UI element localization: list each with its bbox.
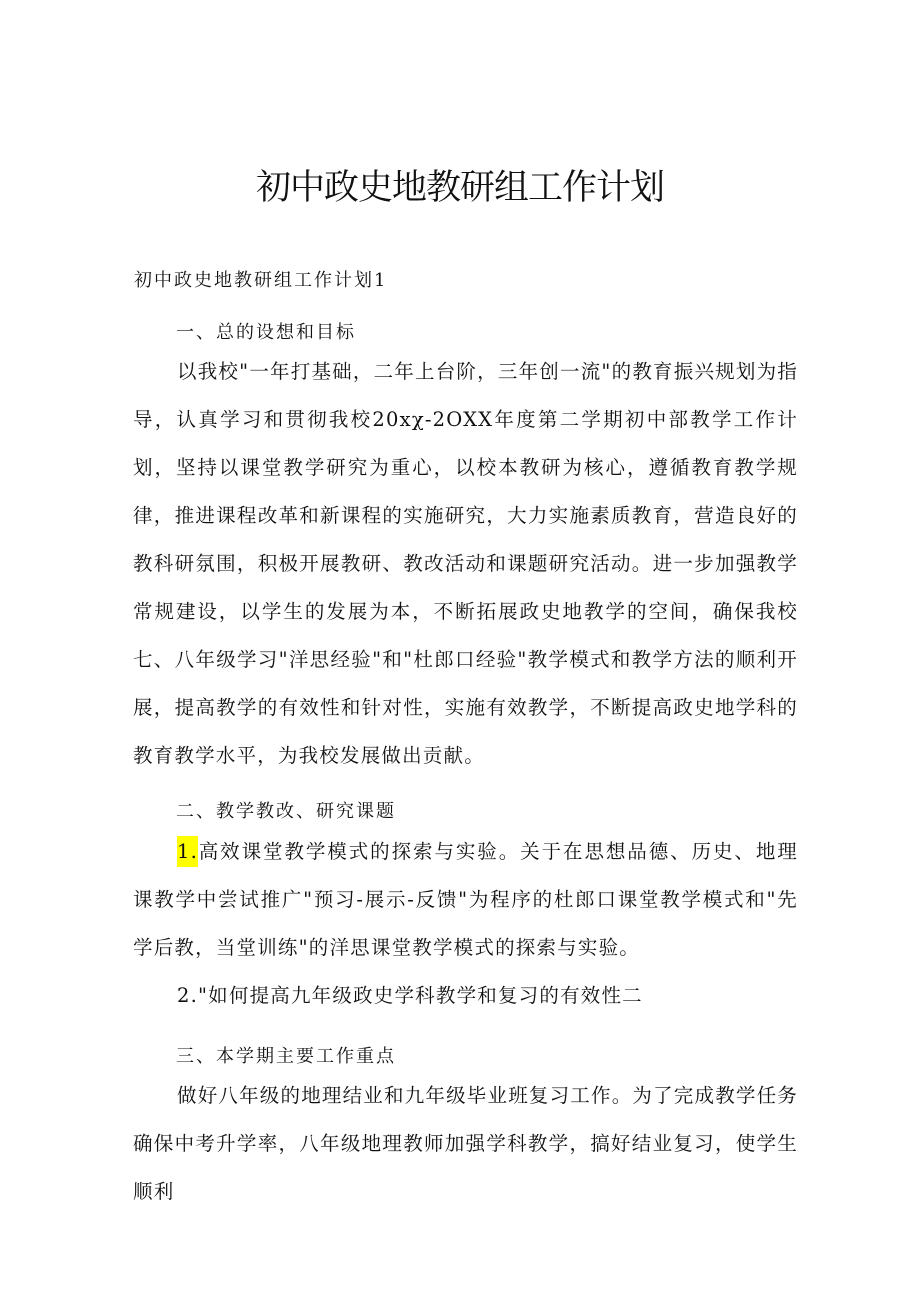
section3-heading: 三、本学期主要工作重点 [176,1046,396,1067]
section3-paragraph: 做好八年级的地理结业和九年级毕业班复习工作。为了完成教学任务确保中考升学率，八年级地理教师加强学科教学，搞好结业复习，使学生顺利 [133,1084,799,1203]
section2-heading: 二、教学教改、研究课题 [176,801,396,822]
section1-paragraph: 以我校"一年打基础，二年上台阶，三年创一流"的教育振兴规划为指导，认真学习和贯彻我校20xχ-2OXX年度第二学期初中部教学工作计划，坚持以课堂教学研究为重心，以校本教研为核心，遵循教育教学规律，推进课程改革和新课程的实施研究，大力实施素质教育，营造良好的教科研氛围，积极开展教研、教改活动和课题研究活动。进一步加强教学常规建设，以学生的发展为本，不断拓展政史地教学的空间，确保我校七、八年级学习"洋思经验"和"杜郎口经验"教学模式和教学方法的顺利开展，提高教学的有效性和针对性，实施有效教学，不断提高政史地学科的教育教学水平，为我校发展做出贡献。 [133,360,798,767]
section2-item2: 2."如何提高九年级政史学科教学和复习的有效性二 [177,984,643,1007]
highlighted-number: 1. [177,836,198,867]
document-subtitle: 初中政史地教研组工作计划1 [134,270,388,291]
section2-item1 [133,828,798,972]
section1-heading: 一、总的设想和目标 [176,322,356,343]
section2-item1-text: 高效课堂教学模式的探索与实验。关于在思想品德、历史、地理课教学中尝试推广"预习-展示-反馈"为程序的杜郎口课堂教学模式和"先学后教，当堂训练"的洋思课堂教学模式的探索与实验。 [133,840,798,959]
document-title: 初中政史地教研组工作计划 [255,168,664,208]
